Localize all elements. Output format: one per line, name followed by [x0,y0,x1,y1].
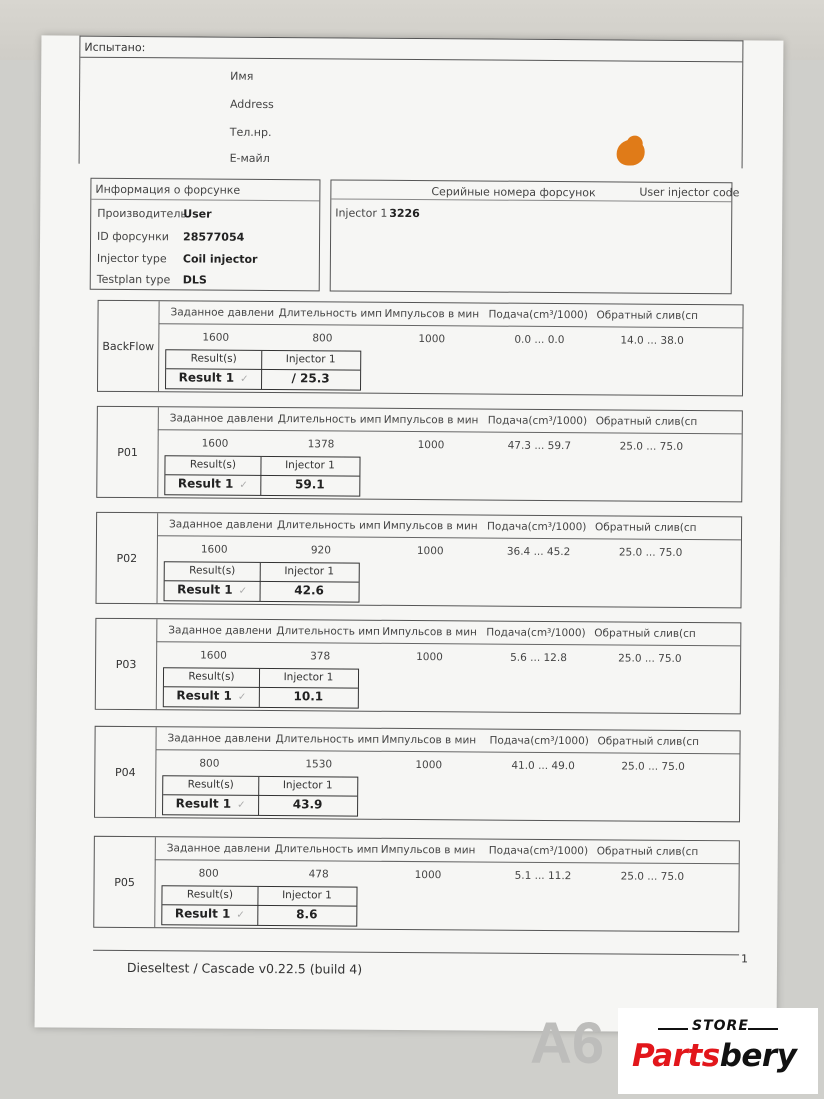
col-delivery: Подача(cm³/1000) [488,844,589,858]
delivery-value: 36.4 ... 45.2 [506,545,571,559]
duration-value: 378 [310,650,331,663]
check-icon: ✓ [240,373,249,385]
orange-stain [627,136,643,152]
test-name: P05 [94,837,156,927]
col-pulses: Импульсов в мин [384,307,480,321]
result-value: 43.9 [292,797,323,812]
serial-numbers-box [330,179,740,294]
col-backflow: Обратный слив(сп [595,521,697,535]
result-table [165,349,361,390]
injector-header: Injector 1 [285,353,336,366]
col-backflow: Обратный слив(сп [597,735,700,749]
duration-value: 478 [308,868,329,881]
result-row-label: Result 1 ✓ [176,688,247,703]
col-duration: Длительность имп [277,519,381,532]
pulses-value: 1000 [417,439,445,452]
logo-line [748,1028,778,1030]
col-pressure: Заданное давлени [166,842,271,856]
col-duration: Длительность имп [277,413,382,426]
col-delivery: Подача(cm³/1000) [486,626,586,640]
pressure-value: 1600 [201,437,229,450]
partsbery-store-logo [618,1008,818,1094]
delivery-value: 0.0 ... 0.0 [514,333,565,347]
col-duration: Длительность имп [276,625,380,638]
results-header: Result(s) [190,352,237,365]
test-block-p02 [96,512,743,609]
col-pressure: Заданное давлени [169,518,273,532]
email-label: E-майл [229,151,270,166]
injector-type-label: Injector type [96,251,167,266]
injector-id-label: ID форсунки [97,229,169,244]
col-delivery: Подача(cm³/1000) [489,734,589,748]
testplan-type-label: Testplan type [96,272,171,287]
user-code-label: User injector code [639,185,740,200]
col-duration: Длительность имп [278,307,383,320]
injector-serial-value: 3226 [389,206,420,221]
column-headers [158,407,742,434]
column-headers [158,301,742,328]
check-icon: ✓ [238,585,248,597]
test-name: BackFlow [98,301,160,391]
col-pulses: Импульсов в мин [380,843,476,857]
divider [91,199,319,202]
col-pressure: Заданное давлени [170,306,275,320]
duration-value: 800 [312,332,333,345]
test-block-p01 [96,406,743,503]
result-table [163,667,359,708]
col-pressure: Заданное давлени [168,624,272,638]
column-headers [155,837,739,864]
pressure-value: 1600 [200,649,227,662]
column-headers [155,727,739,754]
col-pressure: Заданное давлени [169,412,274,426]
results-header: Result(s) [188,670,235,683]
footer-divider [93,950,739,956]
result-value: 59.1 [294,477,325,492]
injector-info-box [90,178,321,292]
background-marking: A6 [530,1011,605,1076]
injector-id-value: 28577054 [183,230,245,244]
result-value: / 25.3 [291,371,330,386]
pressure-value: 1600 [202,331,230,344]
results-header: Result(s) [189,564,236,577]
pressure-value: 1600 [200,543,228,556]
address-label: Address [229,97,274,112]
col-delivery: Подача(cm³/1000) [488,308,588,322]
injector-header: Injector 1 [282,779,333,792]
manufacturer-value: User [183,207,212,221]
column-headers [156,619,740,646]
result-table [161,885,357,926]
backflow-value: 25.0 ... 75.0 [618,546,683,559]
injector-header: Injector 1 [285,459,335,472]
col-backflow: Обратный слив(сп [596,309,699,323]
footer-version: Dieseltest / Cascade v0.22.5 (build 4) [126,960,363,977]
test-name: P02 [97,513,159,603]
check-icon: ✓ [237,799,246,811]
result-table [164,561,360,602]
test-name: P01 [97,407,159,497]
pulses-value: 1000 [418,333,446,346]
result-value: 10.1 [293,689,324,704]
test-block-p04 [94,726,741,823]
name-label: Имя [230,69,254,83]
pulses-value: 1000 [416,651,443,664]
result-row-label: Result 1 ✓ [178,370,249,385]
results-header: Result(s) [189,458,237,471]
delivery-value: 5.6 ... 12.8 [510,651,567,665]
backflow-value: 25.0 ... 75.0 [620,870,685,883]
col-pulses: Импульсов в мин [383,413,479,427]
backflow-value: 25.0 ... 75.0 [618,652,682,665]
col-duration: Длительность имп [274,843,379,856]
serial-numbers-title: Серийные номера форсунок [431,185,596,200]
backflow-value: 14.0 ... 38.0 [620,334,684,347]
col-backflow: Обратный слив(сп [595,415,698,429]
test-name: P03 [96,619,158,709]
injector-serial-label: Injector 1 [335,206,388,220]
result-table [162,775,358,816]
result-row-label: Result 1 ✓ [177,582,248,597]
injector-header: Injector 1 [284,565,335,578]
result-value: 42.6 [294,583,324,598]
delivery-value: 47.3 ... 59.7 [507,439,572,453]
test-block-p05 [93,836,740,933]
pulses-value: 1000 [415,759,443,772]
result-row-label: Result 1 ✓ [174,906,245,921]
col-pulses: Импульсов в мин [382,625,477,639]
tested-title: Испытано: [84,40,146,55]
result-table [164,455,360,496]
duration-value: 1530 [305,758,333,771]
logo-line [658,1028,688,1030]
test-name: P04 [95,727,157,817]
pressure-value: 800 [198,867,219,880]
pressure-value: 800 [199,757,220,770]
test-block-backflow [97,300,744,397]
col-pulses: Импульсов в мин [383,519,478,533]
pulses-value: 1000 [414,869,442,882]
injector-header: Injector 1 [283,671,334,684]
col-delivery: Подача(cm³/1000) [487,414,588,428]
col-pulses: Импульсов в мин [381,733,477,747]
results-header: Result(s) [187,778,234,791]
col-backflow: Обратный слив(сп [596,845,699,859]
col-pressure: Заданное давлени [167,732,272,746]
testplan-type-value: DLS [182,273,207,287]
result-value: 8.6 [296,907,318,922]
duration-value: 1378 [307,438,335,451]
pulses-value: 1000 [416,545,444,558]
injector-info-title: Информация о форсунке [95,182,241,197]
column-headers [157,513,741,540]
injector-type-value: Coil injector [182,252,258,266]
test-block-p03 [95,618,742,715]
divider [331,198,731,202]
result-row-label: Result 1 ✓ [177,476,248,491]
test-report-page [35,35,784,1032]
col-delivery: Подача(cm³/1000) [487,520,587,534]
check-icon: ✓ [236,909,245,921]
delivery-value: 41.0 ... 49.0 [511,759,575,773]
delivery-value: 5.1 ... 11.2 [514,869,572,883]
logo-brand-name: Partsbery [632,1038,797,1074]
phone-label: Тел.нр. [229,125,272,140]
results-header: Result(s) [186,888,234,901]
check-icon: ✓ [239,479,248,491]
backflow-value: 25.0 ... 75.0 [619,440,684,453]
divider [80,57,742,63]
duration-value: 920 [310,544,331,557]
check-icon: ✓ [237,691,247,703]
logo-store-text: STORE [692,1018,749,1034]
page-number: 1 [740,952,749,966]
col-duration: Длительность имп [275,733,380,746]
injector-header: Injector 1 [282,889,332,902]
backflow-value: 25.0 ... 75.0 [621,760,685,773]
col-backflow: Обратный слив(сп [594,627,696,641]
manufacturer-label: Производитель [97,206,187,221]
result-row-label: Result 1 ✓ [175,796,246,811]
